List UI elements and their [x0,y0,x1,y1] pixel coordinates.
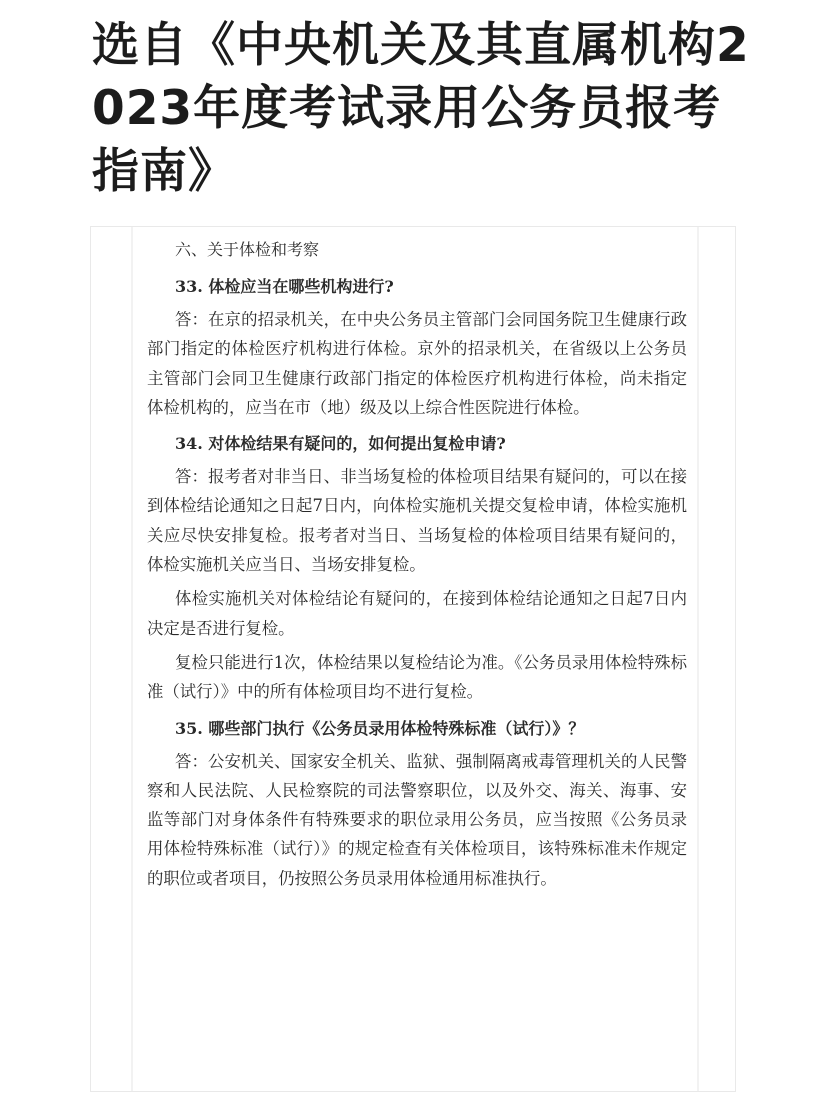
answer-34-paragraph-2: 体检实施机关对体检结论有疑问的，在接到体检结论通知之日起7日内决定是否进行复检。 [147,589,687,638]
answer-33: 答：在京的招录机关，在中央公务员主管部门会同国务院卫生健康行政部门指定的体检医疗机构进行体检。京外的招录机关，在省级以上公务员主管部门会同卫生健康行政部门指定的体检医疗机构进行体检，尚未指定体检机构的，应当在市（地）级及以上综合性医院进行体检。 [147,310,687,417]
question-34: 34. 对体检结果有疑问的，如何提出复检申请? [175,434,506,454]
section-title: 六、关于体检和考察 [175,240,320,259]
question-35: 35. 哪些部门执行《公务员录用体检特殊标准（试行）》？ [175,718,585,738]
document-scan [90,226,736,1092]
scan-edge-right [697,227,699,1091]
scan-edge-left [131,227,133,1091]
answer-34-paragraph-3: 复检只能进行1次，体检结果以复检结论为准。《公务员录用体检特殊标准（试行）》中的所有体检项目均不进行复检。 [147,652,687,702]
answer-35: 答：公安机关、国家安全机关、监狱、强制隔离戒毒管理机关的人民警察和人民法院、人民检察院的司法警察职位，以及外交、海关、海事、安监等部门对身体条件有特殊要求的职位录用公务员，应当按照《公务员录用体检特殊标准（试行）》的规定检查有关体检项目，该特殊标准未作规定的职位或者项目，仍按照公务员录用体检通用标准执行。 [147,751,687,888]
post-title: 选自《中央机关及其直属机构2023年度考试录用公务员报考指南》 [92,18,750,199]
document-body [147,235,687,893]
answer-34-paragraph-1: 答：报考者对非当日、非当场复检的体检项目结果有疑问的，可以在接到体检结论通知之日起7日内，向体检实施机关提交复检申请，体检实施机关应尽快安排复检。报考者对当日、当场复检的体检项目结果有疑问的，体检实施机关应当日、当场安排复检。 [147,467,687,575]
question-33: 33. 体检应当在哪些机构进行? [175,277,394,296]
